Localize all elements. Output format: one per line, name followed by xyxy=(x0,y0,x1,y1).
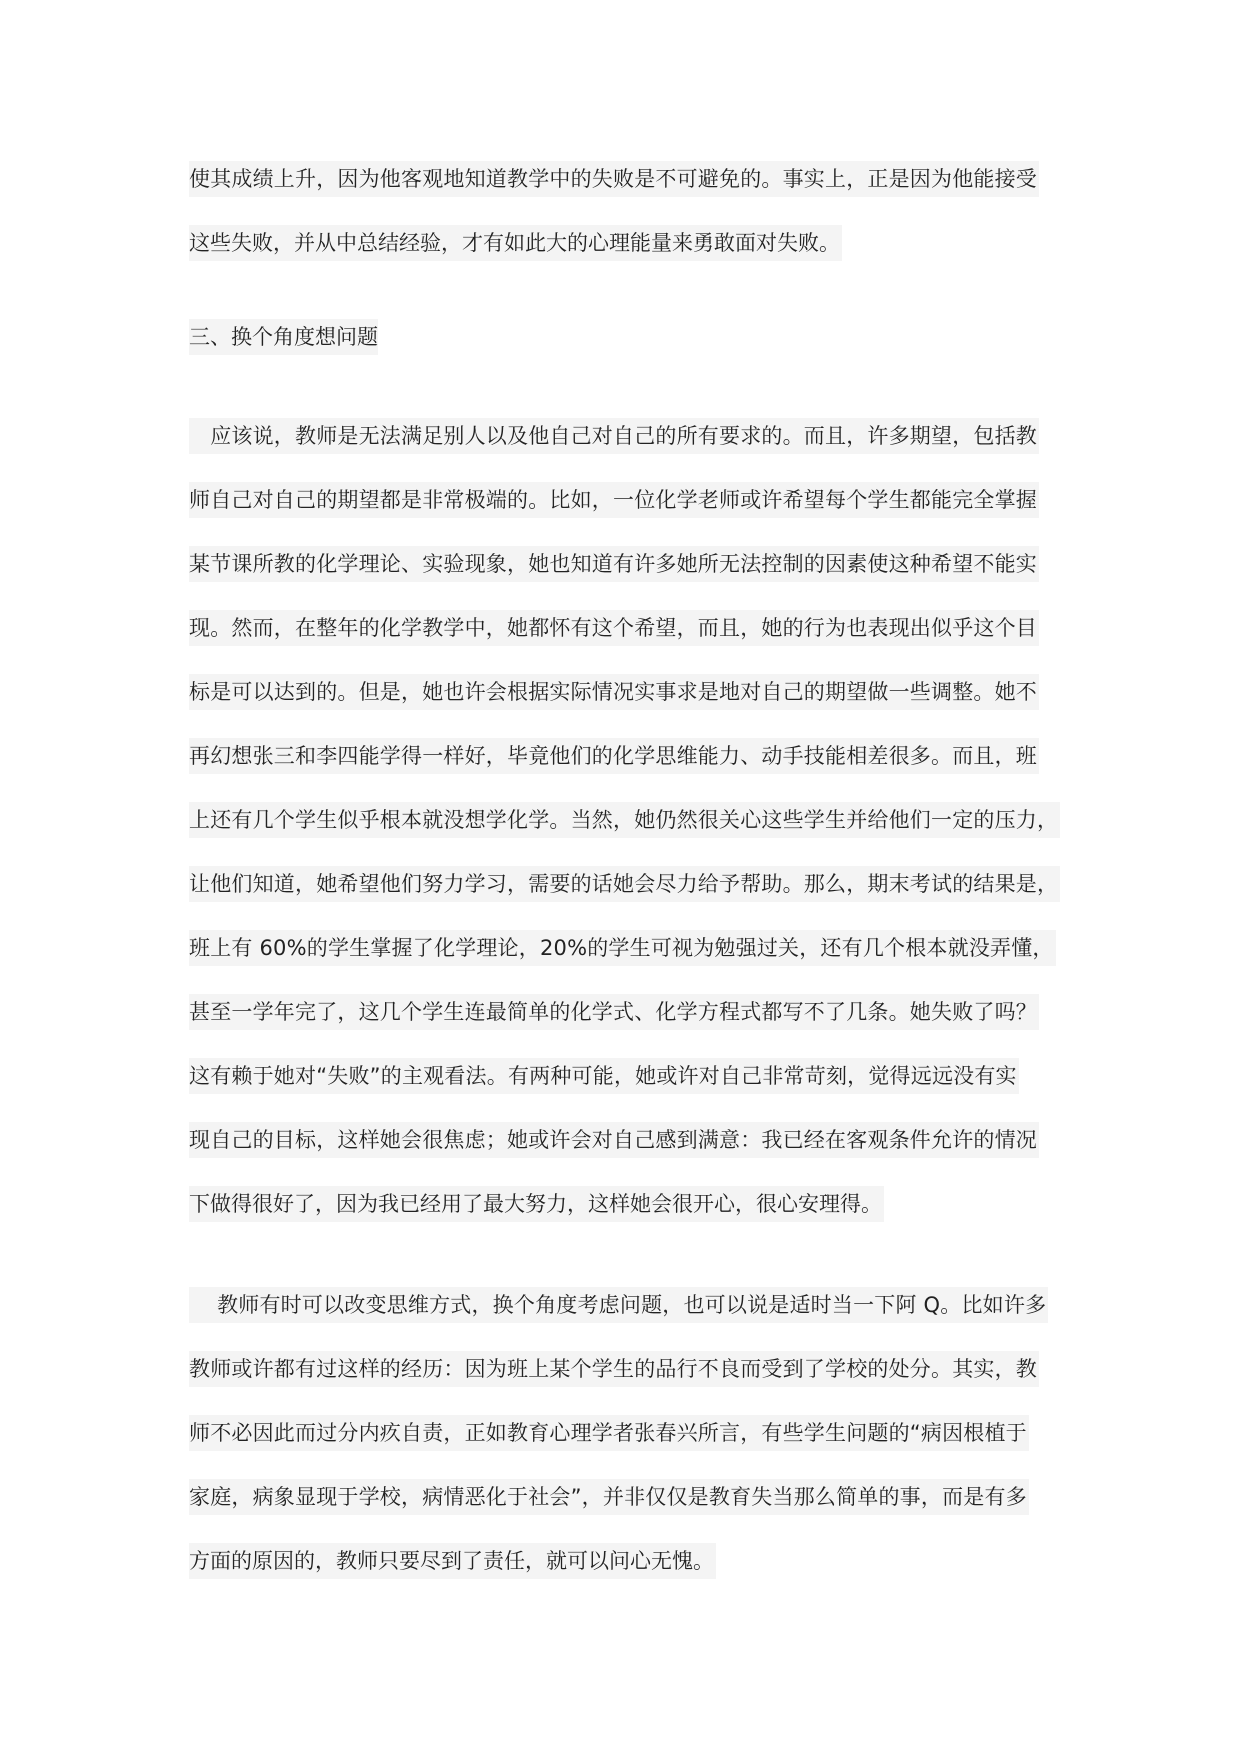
text-line: 现。然而，在整年的化学教学中，她都怀有这个希望，而且，她的行为也表现出似乎这个目 xyxy=(189,610,1039,646)
section-heading: 三、换个角度想问题 xyxy=(189,319,378,355)
text-line: 某节课所教的化学理论、实验现象，她也知道有许多她所无法控制的因素使这种希望不能实 xyxy=(189,546,1039,582)
text-line: 师不必因此而过分内疚自责，正如教育心理学者张春兴所言，有些学生问题的“病因根植于 xyxy=(189,1415,1029,1451)
text-line: 方面的原因的，教师只要尽到了责任，就可以问心无愧。 xyxy=(189,1543,716,1579)
text-line: 上还有几个学生似乎根本就没想学化学。当然，她仍然很关心这些学生并给他们一定的压力， xyxy=(189,802,1060,838)
text-line: 标是可以达到的。但是，她也许会根据实际情况实事求是地对自己的期望做一些调整。她不 xyxy=(189,674,1039,710)
text-line: 让他们知道，她希望他们努力学习，需要的话她会尽力给予帮助。那么，期末考试的结果是， xyxy=(189,866,1060,902)
text-line: 下做得很好了，因为我已经用了最大努力，这样她会很开心，很心安理得。 xyxy=(189,1186,884,1222)
text-line: 这有赖于她对“失败”的主观看法。有两种可能，她或许对自己非常苛刻，觉得远远没有实 xyxy=(189,1058,1019,1094)
text-line: 甚至一学年完了，这几个学生连最简单的化学式、化学方程式都写不了几条。她失败了吗？ xyxy=(189,994,1039,1030)
text-line: 师自己对自己的期望都是非常极端的。比如，一位化学老师或许希望每个学生都能完全掌握 xyxy=(189,482,1039,518)
text-line: 应该说，教师是无法满足别人以及他自己对自己的所有要求的。而且，许多期望，包括教 xyxy=(189,418,1039,454)
text-line: 教师有时可以改变思维方式，换个角度考虑问题，也可以说是适时当一下阿 Q。比如许多 xyxy=(189,1287,1048,1323)
text-line: 这些失败，并从中总结经验，才有如此大的心理能量来勇敢面对失败。 xyxy=(189,225,842,261)
text-line: 家庭，病象显现于学校，病情恶化于社会”，并非仅仅是教育失当那么简单的事，而是有多 xyxy=(189,1479,1029,1515)
text-line: 再幻想张三和李四能学得一样好，毕竟他们的化学思维能力、动手技能相差很多。而且，班 xyxy=(189,738,1039,774)
text-line: 使其成绩上升，因为他客观地知道教学中的失败是不可避免的。事实上，正是因为他能接受 xyxy=(189,161,1039,197)
text-line: 班上有 60%的学生掌握了化学理论，20%的学生可视为勉强过关，还有几个根本就没弄懂， xyxy=(189,930,1056,966)
text-line: 现自己的目标，这样她会很焦虑；她或许会对自己感到满意：我已经在客观条件允许的情况 xyxy=(189,1122,1039,1158)
text-line: 教师或许都有过这样的经历：因为班上某个学生的品行不良而受到了学校的处分。其实，教 xyxy=(189,1351,1039,1387)
